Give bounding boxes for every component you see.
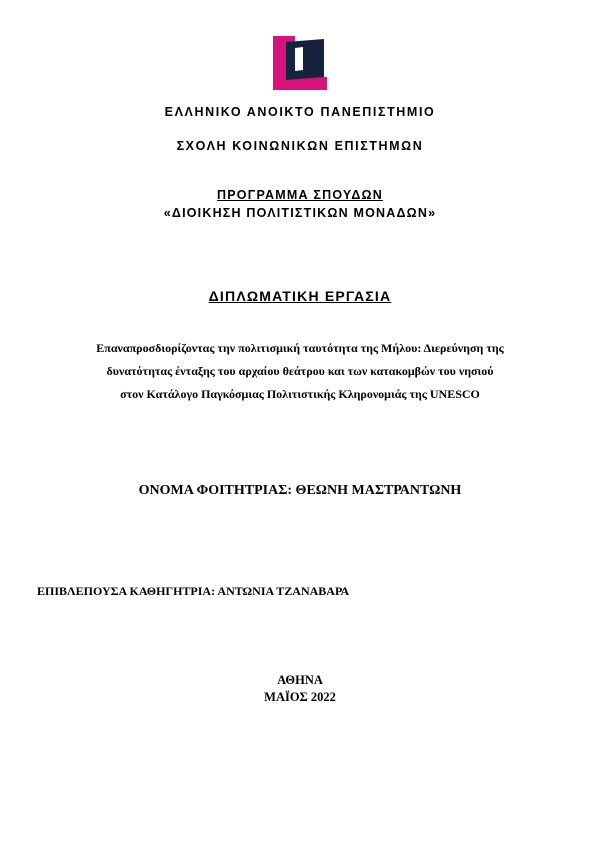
date: ΜΑΪΟΣ 2022 [264,690,336,704]
logo-navy-block [286,39,324,80]
school-name: ΣΧΟΛΗ ΚΟΙΝΩΝΙΚΩΝ ΕΠΙΣΤΗΜΩΝ [176,139,424,153]
thesis-title-line: Επαναπροσδιορίζοντας την πολιτισμική ταυτότητα της Μήλου: Διερεύνηση της [96,341,504,355]
university-name: ΕΛΛΗΝΙΚΟ ΑΝΟΙΚΤΟ ΠΑΝΕΠΙΣΤΗΜΙΟ [164,105,436,119]
program-name: «ΔΙΟΙΚΗΣΗ ΠΟΛΙΤΙΣΤΙΚΩΝ ΜΟΝΑΔΩΝ» [163,206,437,220]
city: ΑΘΗΝΑ [277,673,323,687]
student-name: ΟΝΟΜΑ ΦΟΙΤΗΤΡΙΑΣ: ΘΕΩΝΗ ΜΑΣΤΡΑΝΤΩΝΗ [138,483,462,498]
logo-white-cut [295,47,303,71]
thesis-title-line: δυνατότητας ένταξης του αρχαίου θεάτρου και των κατακομβών του νησιού [106,364,494,378]
university-logo-icon [273,36,327,90]
thesis-title [30,337,570,406]
program-label: ΠΡΟΓΡΑΜΜΑ ΣΠΟΥΔΩΝ [217,188,383,202]
supervisor-name: ΕΠΙΒΛΕΠΟΥΣΑ ΚΑΘΗΓΗΤΡΙΑ: ΑΝΤΩΝΙΑ ΤΖΑΝΑΒΑΡΑ [37,584,350,598]
thesis-title-line: στον Κατάλογο Παγκόσμιας Πολιτιστικής Κληρονομιάς της UNESCO [120,387,480,401]
logo-magenta-base [273,77,327,90]
document-type: ΔΙΠΛΩΜΑΤΙΚΗ ΕΡΓΑΣΙΑ [208,288,392,304]
